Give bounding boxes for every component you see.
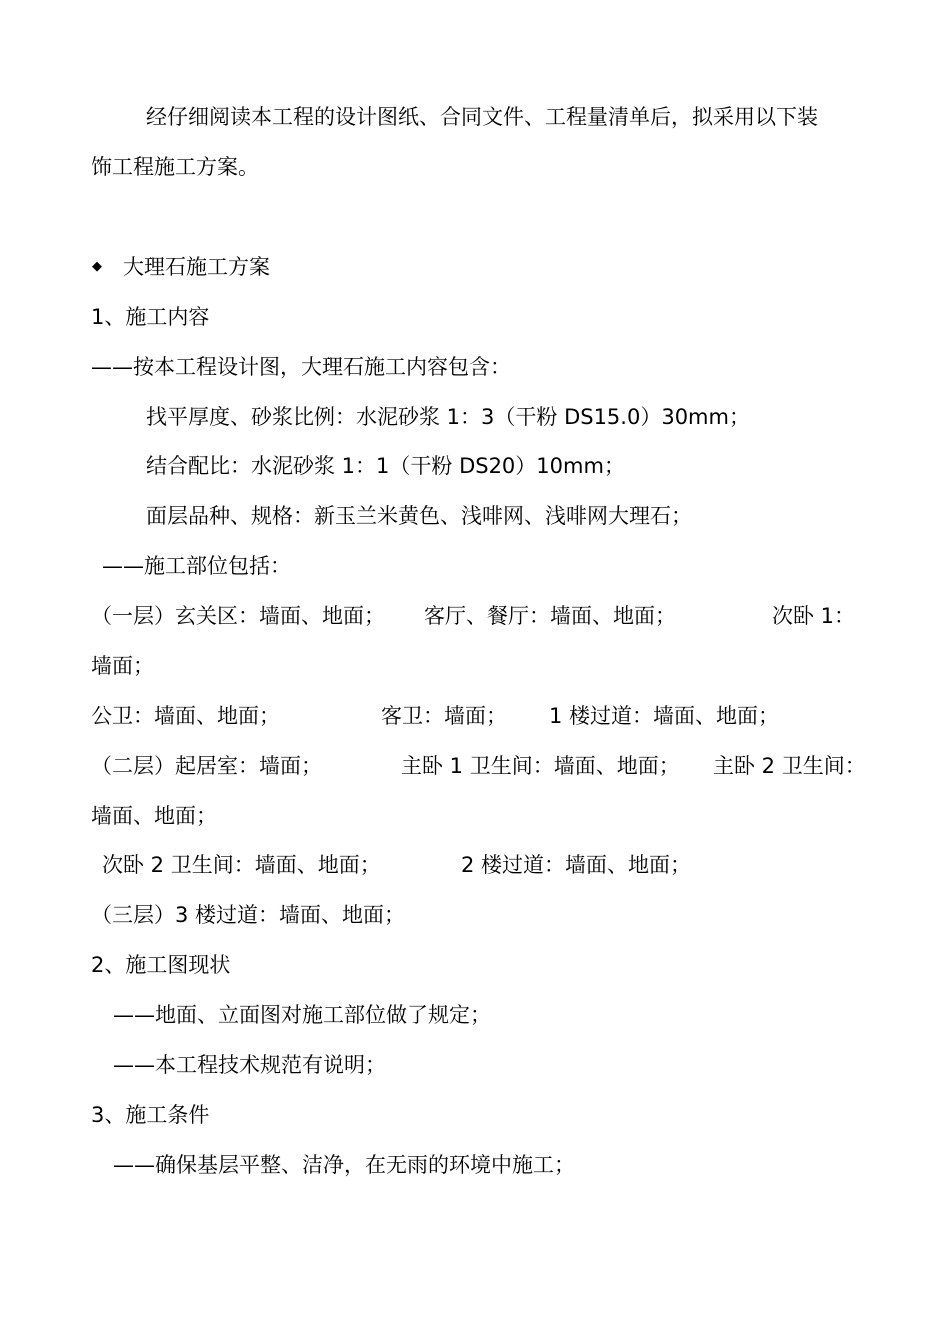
part3-heading: 3、施工条件 xyxy=(91,1103,210,1127)
location-floor2-corridor: 2 楼过道：墙面、地面； xyxy=(461,853,692,877)
intro-line-2: 饰工程施工方案。 xyxy=(91,155,259,179)
location-floor1-living: 客厅、餐厅：墙面、地面； xyxy=(424,604,676,628)
location-floor1-bedroom-cont: 墙面； xyxy=(91,654,154,678)
diamond-bullet-icon: ◆ xyxy=(92,259,102,274)
location-master1-bath: 主卧 1 卫生间：墙面、地面； xyxy=(401,754,680,778)
location-guest-bath: 客卫：墙面； xyxy=(381,704,507,728)
location-master2-bath: 主卧 2 卫生间： xyxy=(713,754,866,778)
part1-item: 面层品种、规格：新玉兰米黄色、浅啡网、浅啡网大理石； xyxy=(146,504,692,528)
location-floor1-corridor: 1 楼过道：墙面、地面； xyxy=(549,704,780,728)
location-floor2-lounge: （二层）起居室：墙面； xyxy=(91,754,322,778)
location-floor1-entry: （一层）玄关区：墙面、地面； xyxy=(91,604,385,628)
location-floor3-corridor: （三层）3 楼过道：墙面、地面； xyxy=(91,903,406,927)
locations-lead: ——施工部位包括： xyxy=(102,554,291,578)
part1-item: 找平厚度、砂浆比例：水泥砂浆 1：3（干粉 DS15.0）30mm； xyxy=(146,405,750,429)
part2-heading: 2、施工图现状 xyxy=(91,953,231,977)
section-title: 大理石施工方案 xyxy=(123,255,270,279)
part1-item: 结合配比：水泥砂浆 1：1（干粉 DS20）10mm； xyxy=(146,454,625,478)
location-bedroom2-bath: 次卧 2 卫生间：墙面、地面； xyxy=(102,853,381,877)
intro-line-1: 经仔细阅读本工程的设计图纸、合同文件、工程量清单后，拟采用以下装 xyxy=(146,105,818,129)
location-master2-bath-cont: 墙面、地面； xyxy=(91,804,217,828)
location-public-bath: 公卫：墙面、地面； xyxy=(91,704,280,728)
part1-heading: 1、施工内容 xyxy=(91,305,210,329)
part2-item: ——本工程技术规范有说明； xyxy=(113,1053,386,1077)
location-floor1-bedroom: 次卧 1： xyxy=(772,604,856,628)
part2-item: ——地面、立面图对施工部位做了规定； xyxy=(113,1003,491,1027)
part3-item: ——确保基层平整、洁净，在无雨的环境中施工； xyxy=(113,1153,575,1177)
part1-lead: ——按本工程设计图，大理石施工内容包含： xyxy=(91,355,511,379)
